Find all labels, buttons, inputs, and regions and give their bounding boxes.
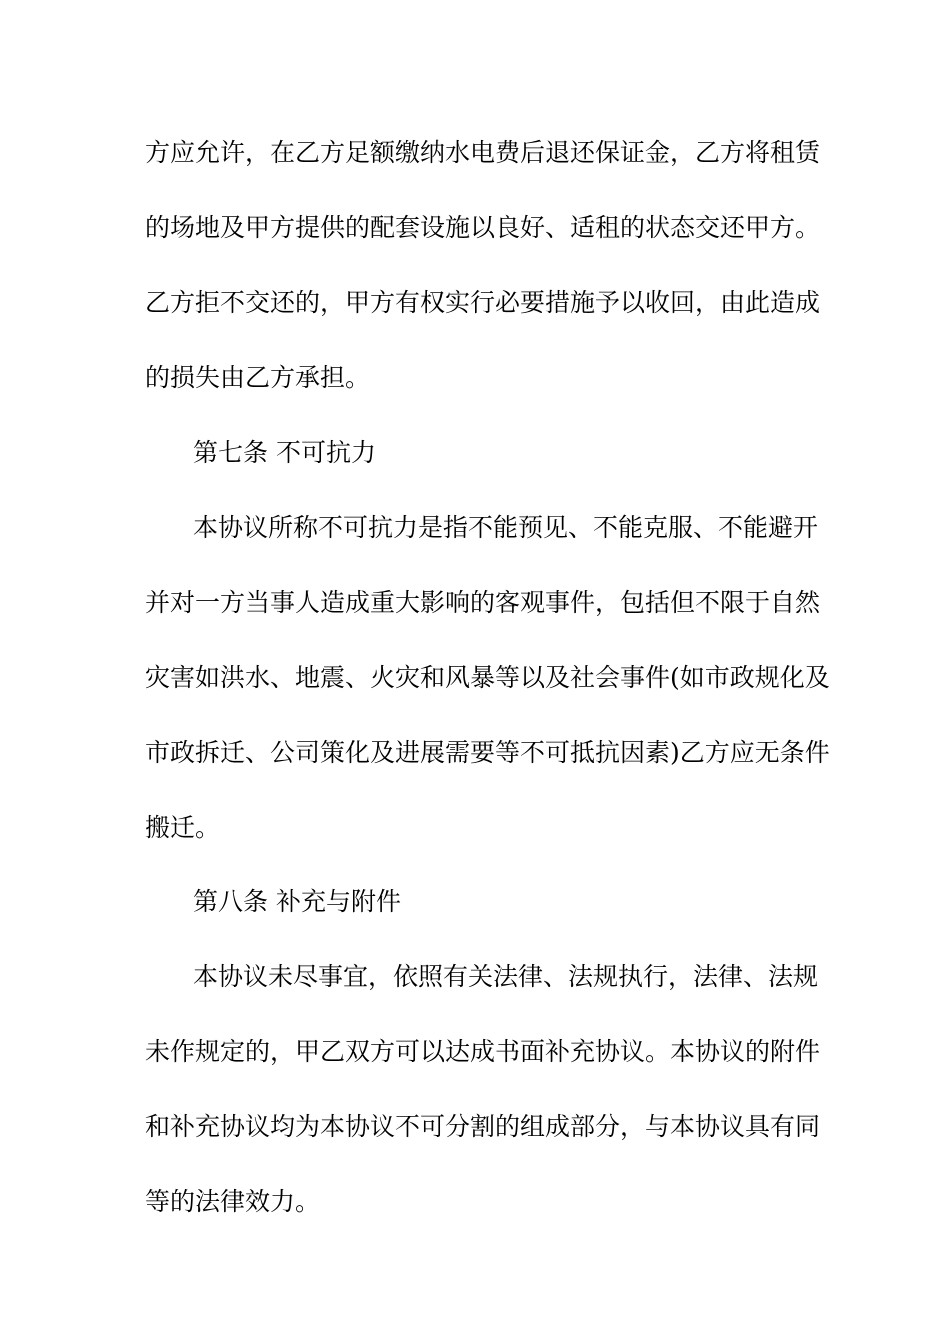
section-heading-article-8: 第八条 补充与附件 (193, 887, 401, 916)
body-text-line: 市政拆迁、公司策化及进展需要等不可抵抗因素)乙方应无条件 (145, 738, 830, 767)
body-text-line: 的场地及甲方提供的配套设施以良好、适租的状态交还甲方。 (145, 213, 821, 242)
body-text-line: 本协议所称不可抗力是指不能预见、不能克服、不能避开 (193, 513, 819, 542)
body-text-line: 的损失由乙方承担。 (145, 363, 371, 392)
body-text-line: 灾害如洪水、地震、火灾和风暴等以及社会事件(如市政规化及 (145, 663, 830, 692)
body-text-line: 并对一方当事人造成重大影响的客观事件，包括但不限于自然 (145, 588, 821, 617)
section-heading-article-7: 第七条 不可抗力 (193, 438, 376, 467)
body-text-line: 本协议未尽事宜，依照有关法律、法规执行，法律、法规 (193, 962, 819, 991)
body-text-line: 未作规定的，甲乙双方可以达成书面补充协议。本协议的附件 (145, 1037, 821, 1066)
body-text-line: 方应允许，在乙方足额缴纳水电费后退还保证金，乙方将租赁 (145, 138, 821, 167)
body-text-line: 搬迁。 (145, 813, 221, 842)
body-text-line: 乙方拒不交还的，甲方有权实行必要措施予以收回，由此造成 (145, 288, 821, 317)
body-text-line: 和补充协议均为本协议不可分割的组成部分，与本协议具有同 (145, 1112, 821, 1141)
body-text-line: 等的法律效力。 (145, 1187, 321, 1216)
